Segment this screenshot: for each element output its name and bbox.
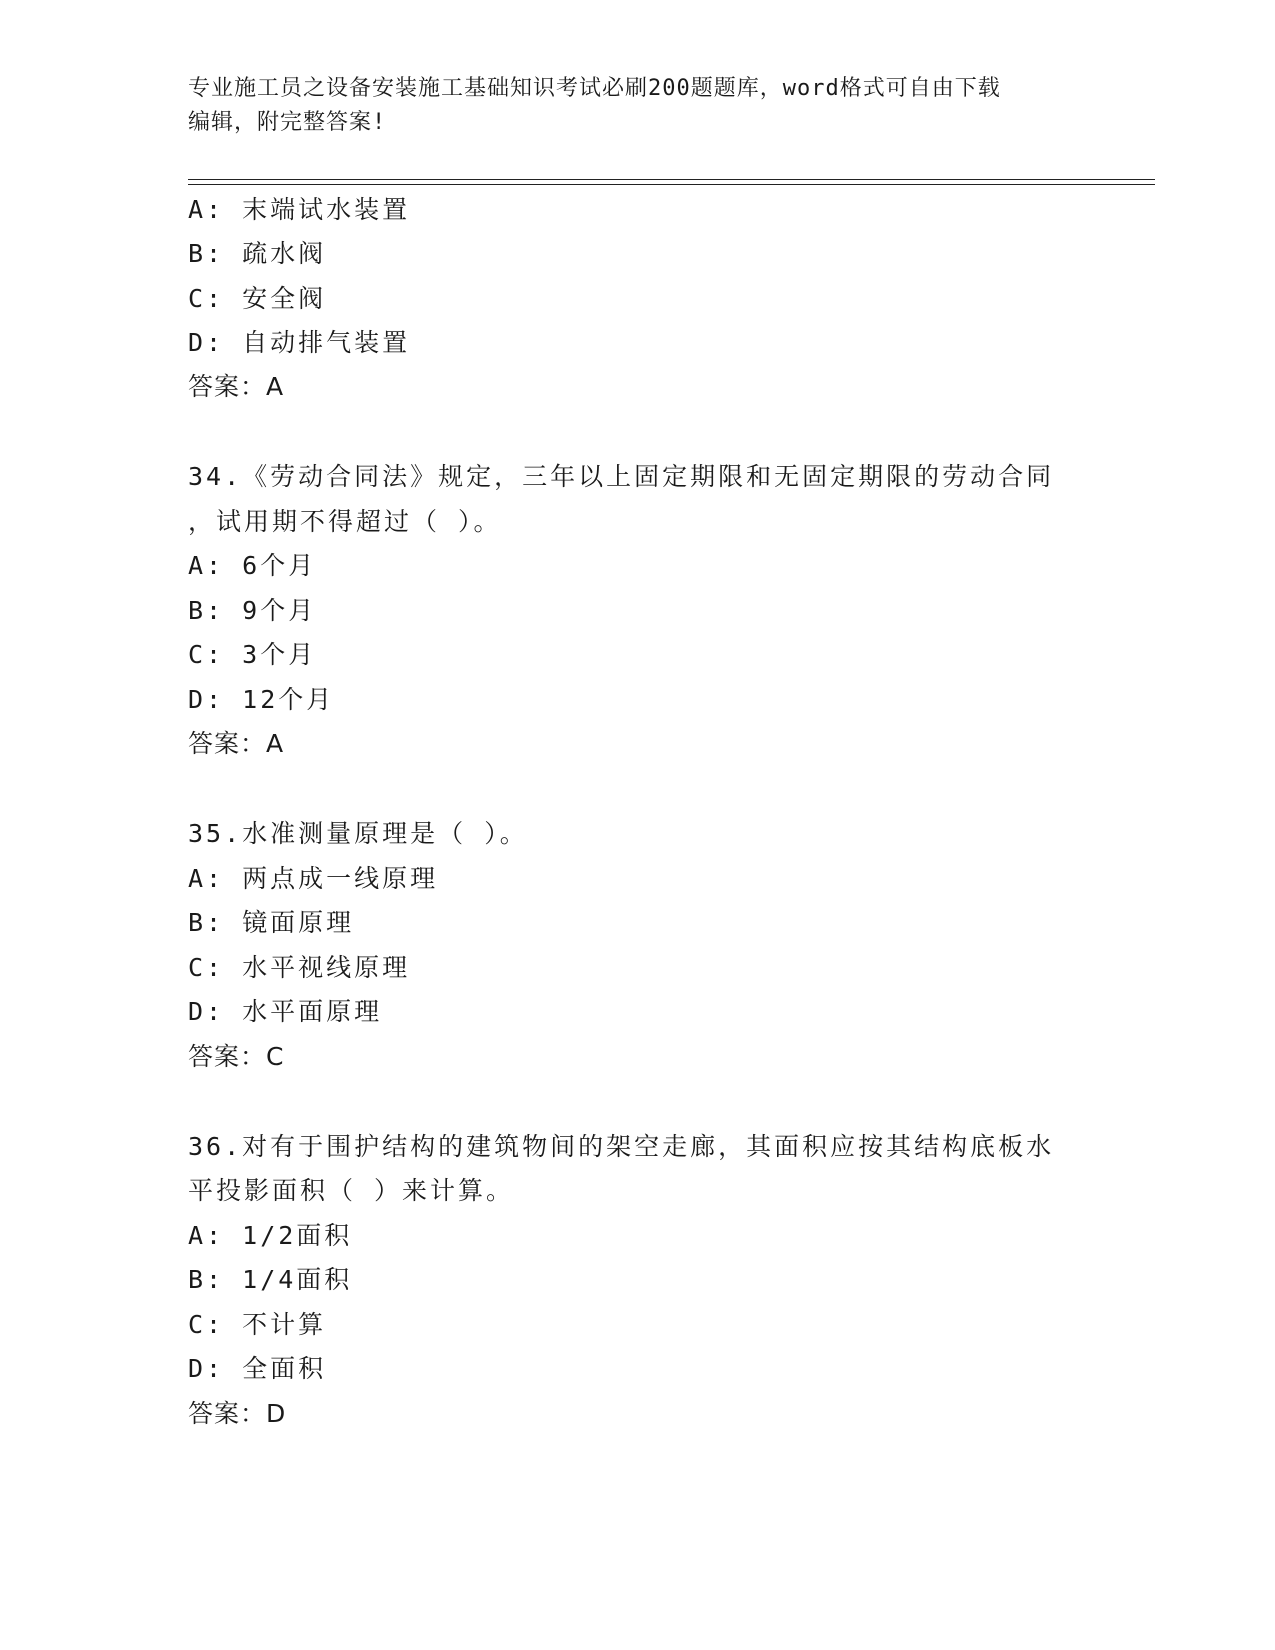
- q35-option-c: C: 水平视线原理: [188, 953, 411, 982]
- header-title-line-2: 编辑，附完整答案!: [188, 110, 387, 135]
- q35-option-b: B: 镜面原理: [188, 908, 355, 937]
- q36-option-c: C: 不计算: [188, 1310, 327, 1339]
- q33-option-b: B: 疏水阀: [188, 239, 327, 268]
- q35-option-a: A: 两点成一线原理: [188, 864, 439, 893]
- q36-option-a: A: 1/2面积: [188, 1221, 353, 1250]
- q34-stem-line-1: 34.《劳动合同法》规定，三年以上固定期限和无固定期限的劳动合同: [188, 462, 1055, 491]
- q34-option-c: C: 3个月: [188, 640, 317, 669]
- q34-option-d: D: 12个月: [188, 685, 335, 714]
- q36-option-d: D: 全面积: [188, 1354, 327, 1383]
- q33-option-d: D: 自动排气装置: [188, 328, 411, 357]
- q36-option-b: B: 1/4面积: [188, 1265, 353, 1294]
- q34-option-a: A: 6个月: [188, 551, 317, 580]
- q34-option-b: B: 9个月: [188, 596, 317, 625]
- q36-answer: 答案：D: [188, 1399, 287, 1428]
- header-divider-bottom: [188, 184, 1155, 185]
- q35-stem-line-1: 35.水准测量原理是（ ）。: [188, 819, 528, 848]
- header-title-line-1: 专业施工员之设备安装施工基础知识考试必刷200题题库，word格式可自由下载: [188, 76, 1001, 101]
- q33-option-a: A: 末端试水装置: [188, 195, 411, 224]
- q36-stem-line-2: 平投影面积（ ）来计算。: [188, 1176, 515, 1205]
- q34-stem-line-2: ，试用期不得超过（ ）。: [188, 507, 502, 536]
- q35-answer: 答案：C: [188, 1042, 285, 1071]
- document-header: [188, 72, 1068, 140]
- q34-answer: 答案：A: [188, 729, 285, 758]
- q33-option-c: C: 安全阀: [188, 284, 327, 313]
- header-divider-top: [188, 179, 1155, 180]
- q33-answer: 答案：A: [188, 372, 285, 401]
- q35-option-d: D: 水平面原理: [188, 997, 383, 1026]
- q36-stem-line-1: 36.对有于围护结构的建筑物间的架空走廊，其面积应按其结构底板水: [188, 1132, 1055, 1161]
